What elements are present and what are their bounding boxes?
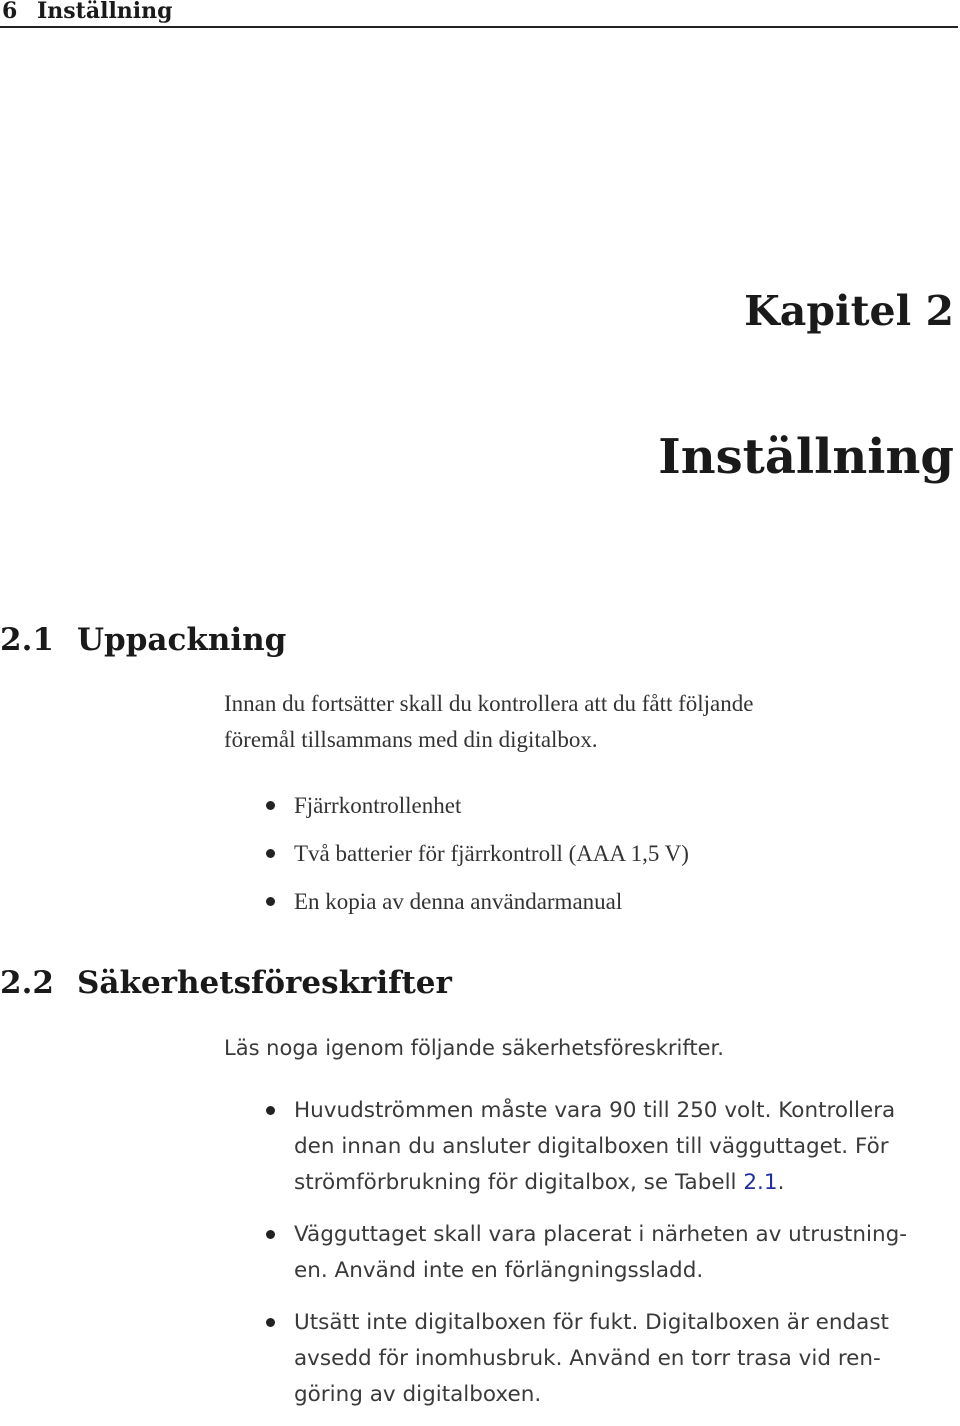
running-chapter-title: Inställning (37, 0, 173, 24)
text-line: Huvudströmmen måste vara 90 till 250 volt. Kontrollera (294, 1098, 896, 1123)
list-item (224, 788, 960, 824)
text-segment: strömförbrukning för digitalbox, se Tabell (294, 1170, 744, 1195)
section-title: Uppackning (77, 622, 287, 658)
text-line: föremål tillsammans med din digitalbox. (224, 727, 598, 752)
list-item-text: En kopia av denna användarmanual (294, 889, 623, 914)
list-item (224, 1217, 960, 1289)
text-line: den innan du ansluter digitalboxen till vägguttaget. För (294, 1134, 889, 1159)
page-number: 6 (2, 0, 18, 24)
bullet-icon (266, 849, 275, 858)
text-line: Innan du fortsätter skall du kontrollera att du fått följande (224, 691, 754, 716)
running-header (0, 0, 958, 28)
text-line: Utsätt inte digitalboxen för fukt. Digitalboxen är endast (294, 1310, 889, 1335)
section-number: 2.1 (0, 622, 54, 658)
bullet-icon (266, 801, 275, 810)
list-item (224, 884, 960, 920)
chapter-label: Kapitel 2 (744, 287, 954, 335)
text-line (294, 1165, 960, 1201)
section-intro-paragraph (224, 1030, 956, 1066)
section-number: 2.2 (0, 965, 54, 1001)
text-line: en. Använd inte en förlängningssladd. (294, 1258, 704, 1283)
text-segment: . (777, 1170, 785, 1195)
table-reference-link[interactable]: 2.1 (743, 1170, 778, 1195)
list-item (224, 1093, 960, 1201)
safety-instructions-list (224, 1093, 960, 1413)
bullet-icon (266, 1106, 275, 1115)
section-intro-paragraph (224, 686, 956, 758)
bullet-icon (266, 1318, 275, 1327)
list-item (224, 1305, 960, 1413)
text-line: Läs noga igenom följande säkerhetsföreskrifter. (224, 1036, 724, 1060)
list-item-text: Två batterier för fjärrkontroll (AAA 1,5 V) (294, 841, 689, 866)
text-line: avsedd för inomhusbruk. Använd en torr trasa vid ren- (294, 1346, 881, 1371)
section-title: Säkerhetsföreskrifter (77, 965, 452, 1001)
list-item-text: Fjärrkontrollenhet (294, 793, 462, 818)
bullet-icon (266, 897, 275, 906)
chapter-title: Inställning (658, 429, 954, 485)
text-line: göring av digitalboxen. (294, 1382, 542, 1407)
package-contents-list (224, 788, 960, 920)
text-line: Vägguttaget skall vara placerat i närheten av utrustning- (294, 1222, 907, 1247)
list-item (224, 836, 960, 872)
bullet-icon (266, 1230, 275, 1239)
